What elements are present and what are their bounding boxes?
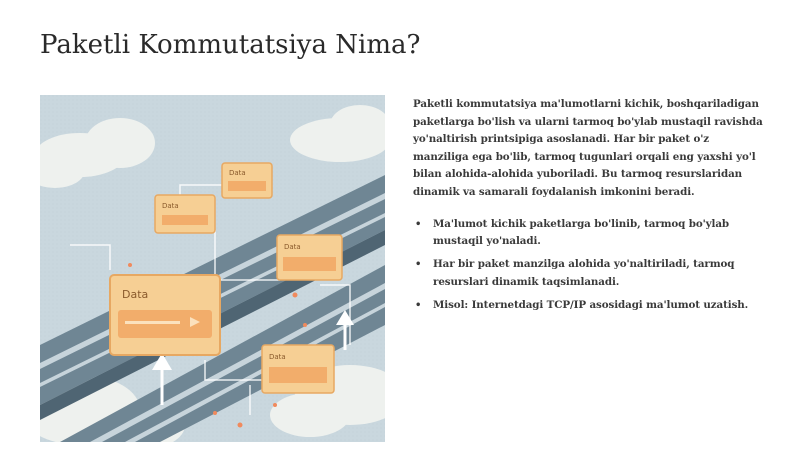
network-illustration-svg xyxy=(40,95,385,442)
packet-label: Data xyxy=(269,353,286,361)
bullet-item xyxy=(413,297,768,314)
bullet-list xyxy=(413,216,768,315)
data-packet xyxy=(262,345,334,393)
packet-switching-illustration xyxy=(40,95,385,442)
packet-label: Data xyxy=(162,202,179,210)
intro-paragraph: Paketli kommutatsiya ma'lumotlarni kichik, boshqariladigan paketlarga bo'lish va ularni tarmoq bo'ylab mustaqil ravishda yo'naltirish printsipiga asoslanadi. Har bir paket o'z manziliga ega bo'lib, tarmoq tugunlari orqali eng yaxshi yo'l bilan alohida-alohida yuboriladi. Bu tarmoq resurslaridan dinamik va samarali foydalanish imkonini beradi. xyxy=(413,98,763,198)
content-column xyxy=(413,96,768,321)
bullet-text: Har bir paket manzilga alohida yo'naltiriladi, tarmoq resurslari dinamik taqsimlanadi. xyxy=(433,258,735,288)
packet-label: Data xyxy=(229,169,246,177)
data-packet xyxy=(155,195,215,233)
bullet-dot-icon: • xyxy=(415,218,422,230)
bullet-item xyxy=(413,256,768,291)
bullet-text: Ma'lumot kichik paketlarga bo'linib, tarmoq bo'ylab mustaqil yo'naladi. xyxy=(433,217,730,247)
data-packet-large xyxy=(110,275,220,355)
data-packet xyxy=(277,235,342,280)
data-packet xyxy=(222,163,272,198)
packet-label: Data xyxy=(284,243,301,251)
bullet-dot-icon: • xyxy=(415,259,422,271)
packet-label: Data xyxy=(122,288,149,301)
bullet-dot-icon: • xyxy=(415,300,422,312)
slide-title: Paketli Kommutatsiya Nima? xyxy=(40,30,421,60)
bullet-text: Misol: Internetdagi TCP/IP asosidagi ma'lumot uzatish. xyxy=(433,299,749,312)
bullet-item xyxy=(413,216,768,251)
